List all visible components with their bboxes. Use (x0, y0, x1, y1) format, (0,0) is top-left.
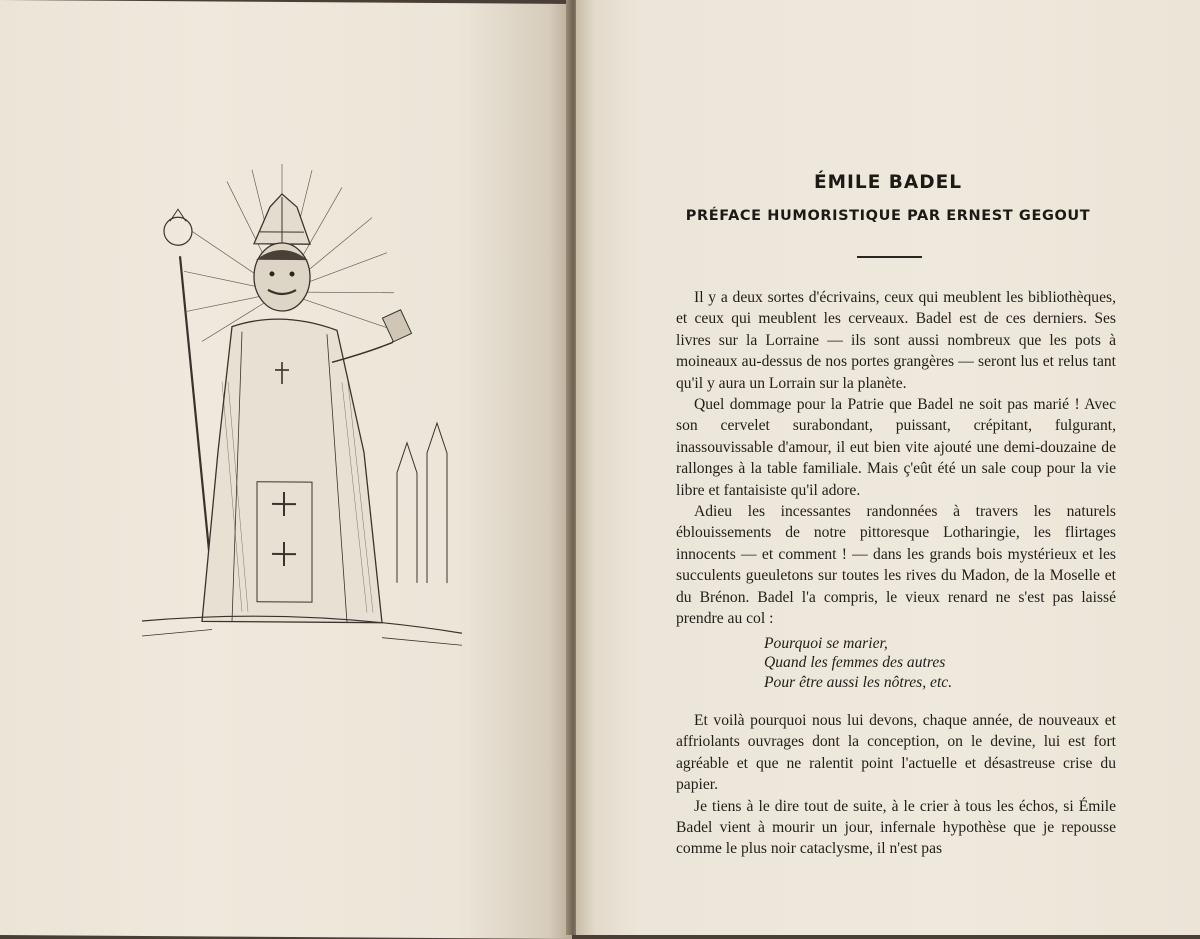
left-page (0, 0, 572, 939)
verse-line: Quand les femmes des autres (764, 653, 1116, 673)
verse-line: Pour être aussi les nôtres, etc. (764, 673, 1116, 693)
page-subtitle: PRÉFACE HUMORISTIQUE PAR ERNEST GEGOUT (576, 208, 1200, 224)
title-divider (857, 256, 922, 258)
caricature-illustration (132, 151, 472, 663)
paragraph: Quel dommage pour la Patrie que Badel ne soit pas marié ! Avec son cervelet surabondant, puissant, crépitant, fulgurant, inassouvissable d'amour, il eut bien vite ajouté une demi-douzaine de rallonges à la table familiale. Mais ç'eût été un sale coup pour la vie libre et fantaisiste qu'il adore. (676, 394, 1116, 501)
verse-line: Pourquoi se marier, (764, 634, 1116, 654)
page-title: ÉMILE BADEL (576, 172, 1200, 193)
verse-quote (764, 634, 1116, 693)
paragraph: Et voilà pourquoi nous lui devons, chaque année, de nouveaux et affriolants ouvrages dont la conception, on le devine, lui est fort agréable et que ne ralentit point l'actuelle et désastreuse crise du papier. (676, 710, 1116, 796)
preface-text (676, 287, 1116, 860)
paragraph: Je tiens à le dire tout de suite, à le crier à tous les échos, si Émile Badel vient à mourir un jour, infernale hypothèse que je repousse comme le plus noir cataclysme, il n'est pas (676, 796, 1116, 860)
paragraph: Il y a deux sortes d'écrivains, ceux qui meublent les bibliothèques, et ceux qui meublent les cerveaux. Badel est de ces derniers. Ses livres sur la Lorraine — ils sont aussi nombreux que les pots à moineaux au-dessus de nos portes grangères — seront lus et relus tant qu'il y aura un Lorrain sur la planète. (676, 287, 1116, 394)
paragraph: Adieu les incessantes randonnées à travers les naturels éblouissements de notre pittoresque Lotharingie, les flirtages innocents — et comment ! — dans les grands bois mystérieux et les succulents gueuletons sur toutes les rives du Madon, de la Moselle et du Brénon. Badel l'a compris, le vieux renard ne s'est pas laissé prendre au col : (676, 501, 1116, 629)
